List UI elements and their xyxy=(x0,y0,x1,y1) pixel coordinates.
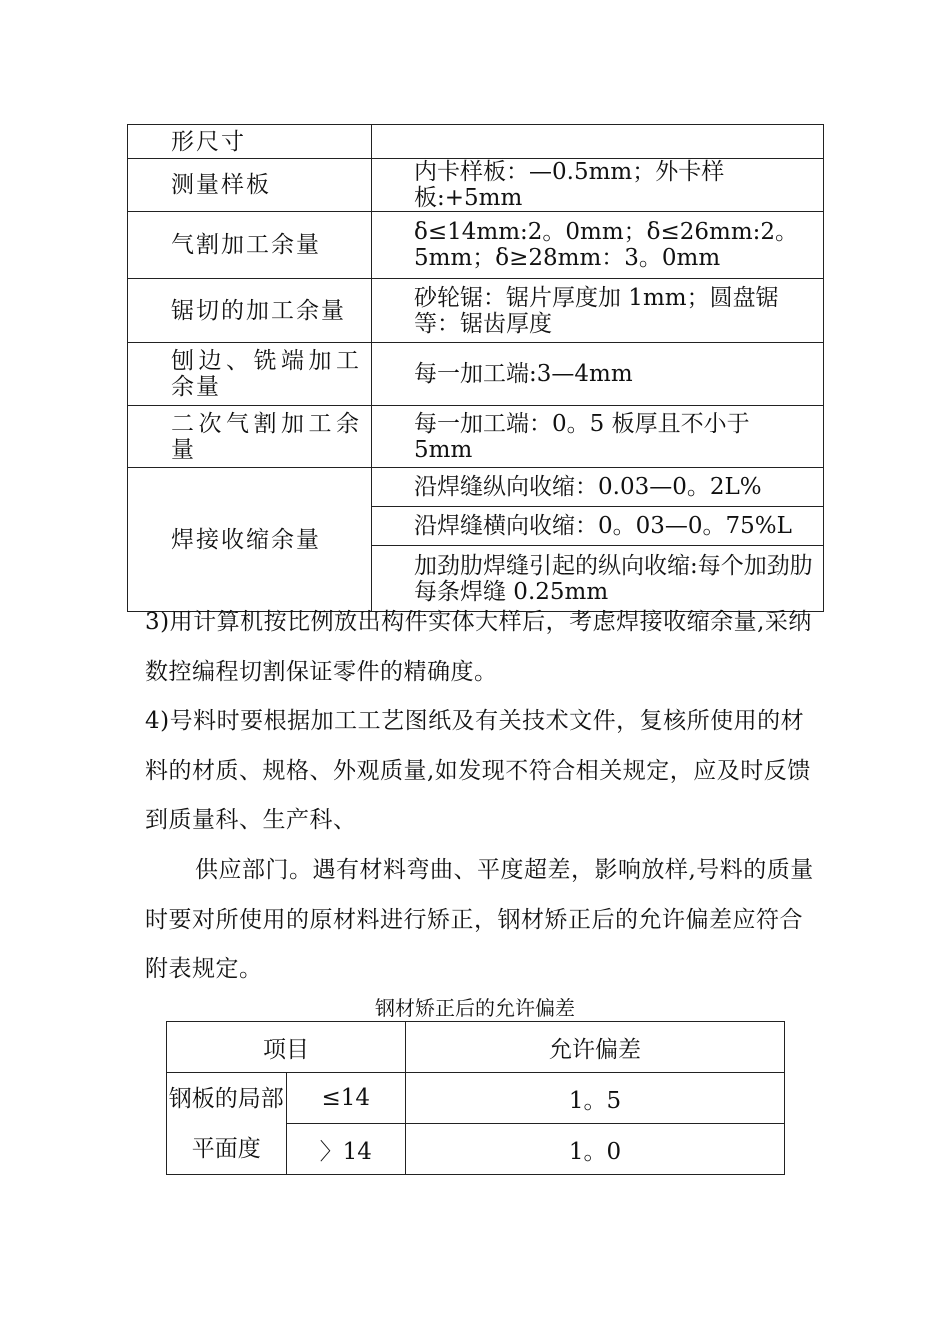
row-value xyxy=(372,125,824,159)
allowance-table xyxy=(127,124,824,612)
row-label: 形尺寸 xyxy=(128,125,372,159)
header-item: 项目 xyxy=(167,1022,406,1073)
row-value: 沿焊缝横向收缩：0。03—0。75%L xyxy=(372,507,824,546)
table-row xyxy=(128,406,824,468)
table-row xyxy=(128,212,824,279)
item-label: 钢板的局部平面度 xyxy=(167,1073,287,1175)
paragraph-4: 4)号料时要根据加工工艺图纸及有关技术文件，复核所使用的材料的材质、规格、外观质量,如发现不符合相关规定，应及时反馈到质量科、生产科、 xyxy=(145,708,811,833)
condition-cell: 〉14 xyxy=(286,1124,406,1175)
table-caption: 钢材矫正后的允许偏差 xyxy=(375,996,575,1020)
weld-shrink-label: 焊接收缩余量 xyxy=(128,468,372,612)
header-deviation: 允许偏差 xyxy=(406,1022,785,1073)
table-row xyxy=(128,125,824,159)
paragraph-5: 供应部门。遇有材料弯曲、平度超差，影响放样,号料的质量时要对所使用的原材料进行矫正，钢材矫正后的允许偏差应符合附表规定。 xyxy=(145,857,814,982)
row-value: 加劲肋焊缝引起的纵向收缩:每个加劲肋每条焊缝 0.25mm xyxy=(372,546,824,612)
row-label: 气割加工余量 xyxy=(128,212,372,279)
table-row xyxy=(128,468,824,507)
table-row xyxy=(128,279,824,343)
deviation-cell: 1。0 xyxy=(406,1124,785,1175)
row-label: 刨边、铣端加工余量 xyxy=(128,343,372,406)
table-row xyxy=(167,1073,785,1124)
paragraph-3: 3)用计算机按比例放出构件实体大样后，考虑焊接收缩余量,采纳数控编程切割保证零件的精确度。 xyxy=(145,609,812,685)
row-label: 锯切的加工余量 xyxy=(128,279,372,343)
table-header-row xyxy=(167,1022,785,1073)
row-value: 砂轮锯：锯片厚度加 1mm；圆盘锯等：锯齿厚度 xyxy=(372,279,824,343)
row-label: 二次气割加工余量 xyxy=(128,406,372,468)
condition-cell: ≤14 xyxy=(286,1073,406,1124)
row-value: 沿焊缝纵向收缩：0.03—0。2L% xyxy=(372,468,824,507)
deviation-cell: 1。5 xyxy=(406,1073,785,1124)
row-value: 每一加工端:3—4mm xyxy=(372,343,824,406)
row-value: 每一加工端：0。5 板厚且不小于 5mm xyxy=(372,406,824,468)
row-label: 测量样板 xyxy=(128,159,372,212)
table-row xyxy=(128,343,824,406)
table-row xyxy=(128,159,824,212)
deviation-table xyxy=(166,1021,785,1175)
row-value: δ≤14mm:2。0mm；δ≤26mm:2。5mm；δ≥28mm：3。0mm xyxy=(372,212,824,279)
row-value: 内卡样板：—0.5mm；外卡样板:+5mm xyxy=(372,159,824,212)
